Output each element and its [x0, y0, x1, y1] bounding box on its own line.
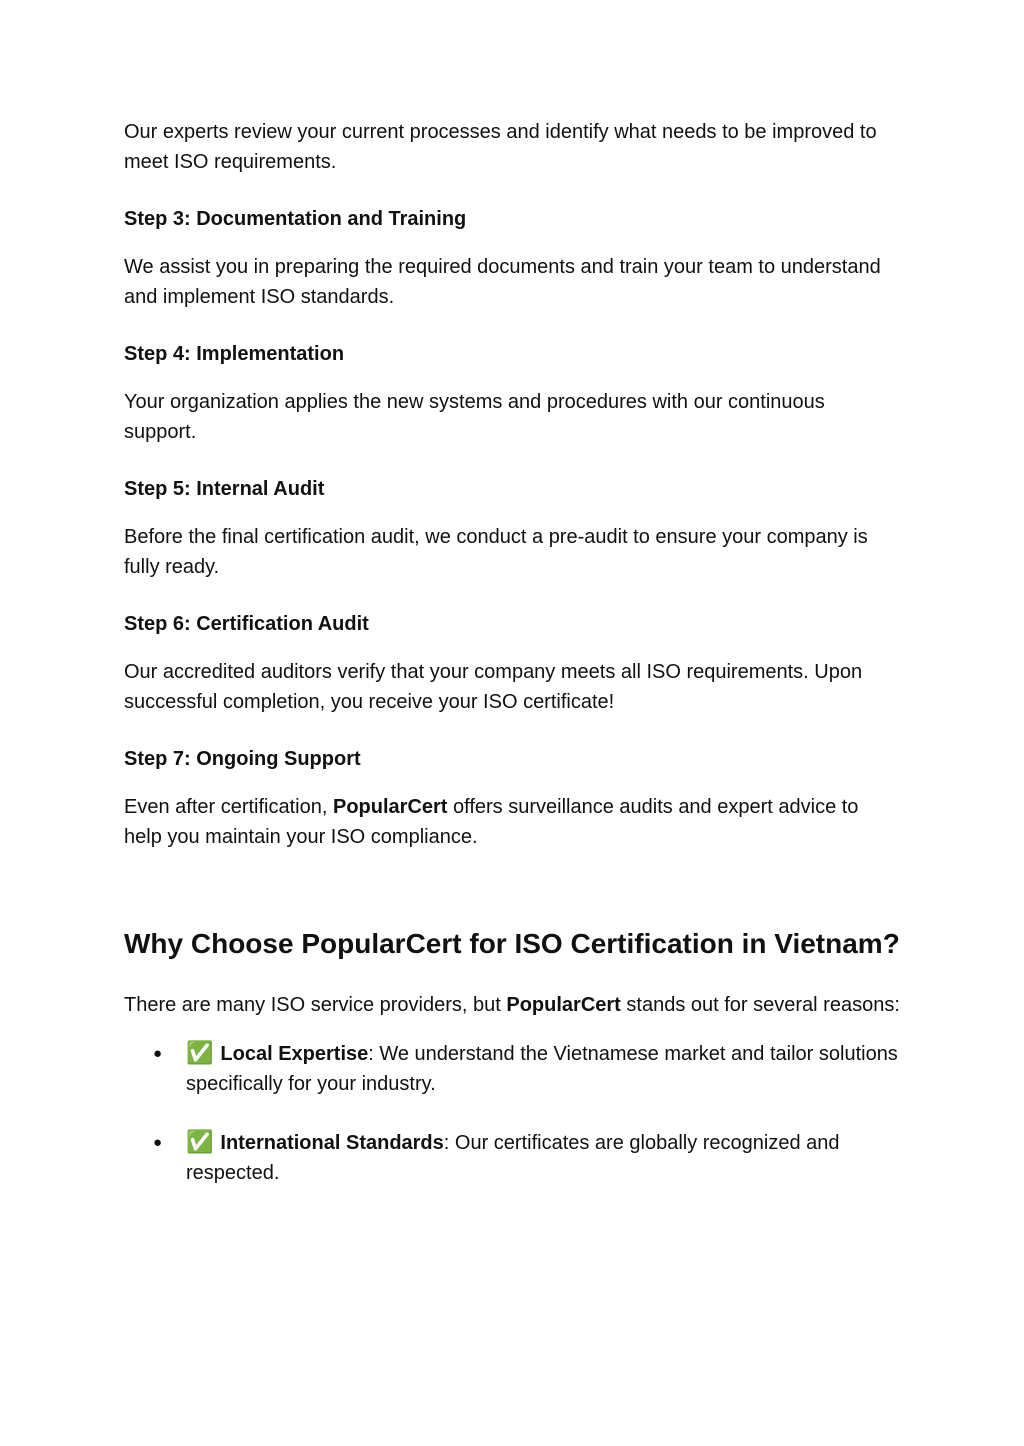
reason-text: : Our certificates are globally recognized and respected.	[186, 1132, 840, 1184]
step-4-text: Your organization applies the new systems and procedures with our continuous support.	[124, 391, 825, 443]
step-3-text: We assist you in preparing the required documents and train your team to understand and implement ISO standards.	[124, 256, 881, 308]
check-icon: ✅	[186, 1041, 214, 1066]
step-7-heading: Step 7: Ongoing Support	[124, 748, 361, 770]
step-6-text: Our accredited auditors verify that your company meets all ISO requirements. Upon successful completion, you receive your ISO certificate!	[124, 661, 863, 713]
document-page	[124, 117, 900, 1188]
step-5-text: Before the final certification audit, we conduct a pre-audit to ensure your company is fully ready.	[124, 526, 868, 578]
reason-title: Local Expertise	[220, 1043, 369, 1065]
why-intro-after: stands out for several reasons:	[620, 994, 900, 1016]
step-7-text-before: Even after certification,	[124, 796, 333, 818]
list-item	[124, 1039, 900, 1099]
intro-paragraph: Our experts review your current processes and identify what needs to be improved to meet ISO requirements.	[124, 121, 877, 173]
reason-text: : We understand the Vietnamese market and tailor solutions specifically for your industry.	[186, 1043, 898, 1095]
list-item	[124, 1128, 900, 1188]
step-5-heading: Step 5: Internal Audit	[124, 478, 325, 500]
check-icon: ✅	[186, 1130, 214, 1155]
bullet-icon: ●	[153, 1134, 163, 1151]
step-7-text	[124, 792, 900, 852]
bullet-icon: ●	[153, 1045, 163, 1062]
why-intro-before: There are many ISO service providers, but	[124, 994, 507, 1016]
step-7-text-after: offers surveillance audits and expert advice to help you maintain your ISO compliance.	[124, 796, 859, 848]
reasons-list	[124, 1039, 900, 1188]
step-4-heading: Step 4: Implementation	[124, 343, 345, 365]
reason-title: International Standards	[220, 1132, 444, 1154]
step-3-heading: Step 3: Documentation and Training	[124, 208, 467, 230]
brand-name: PopularCert	[332, 796, 448, 818]
why-choose-heading: Why Choose PopularCert for ISO Certification in Vietnam?	[124, 928, 900, 959]
brand-name: PopularCert	[506, 994, 621, 1016]
step-6-heading: Step 6: Certification Audit	[124, 613, 369, 635]
why-choose-intro	[124, 990, 900, 1020]
